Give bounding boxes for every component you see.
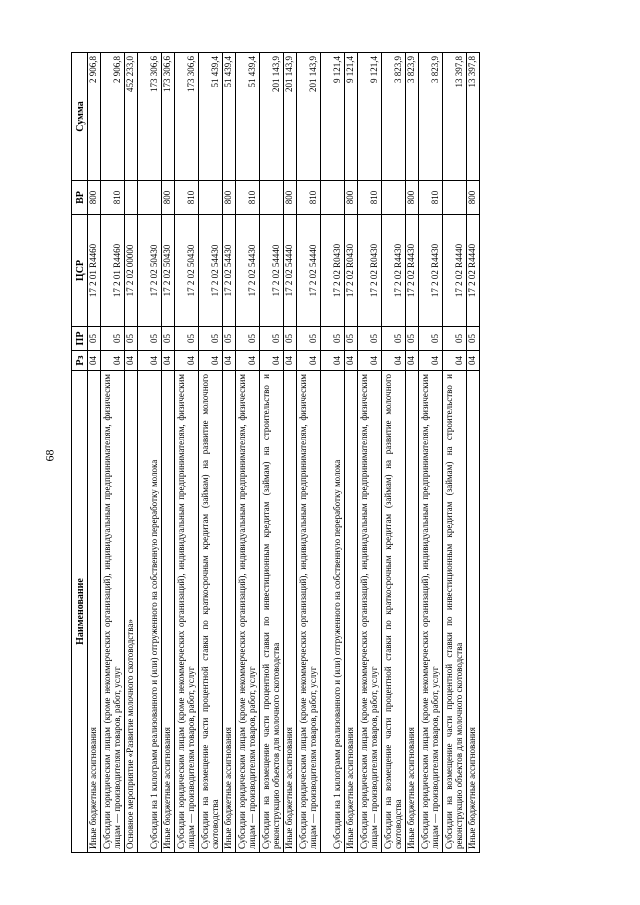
row-rz-cell: 04	[382, 351, 406, 371]
table-row	[297, 53, 321, 853]
row-name-cell: Иные бюджетные ассигнования	[406, 371, 419, 853]
row-pr-cell: 05	[297, 327, 321, 351]
row-sum-cell: 13 397,8	[467, 53, 480, 181]
row-vr-cell: 810	[236, 181, 260, 215]
row-rz-cell: 04	[443, 351, 467, 371]
row-name-cell: Иные бюджетные ассигнования	[284, 371, 297, 853]
table-row	[223, 53, 236, 853]
row-name-cell: Иные бюджетные ассигнования	[223, 371, 236, 853]
row-vr-cell	[138, 181, 162, 215]
row-sum-cell: 51 439,4	[199, 53, 223, 181]
row-vr-cell: 800	[162, 181, 175, 215]
table-row	[175, 53, 199, 853]
row-csr-cell: 17 2 02 R0430	[321, 215, 345, 327]
row-rz-cell: 04	[125, 351, 138, 371]
row-vr-cell	[382, 181, 406, 215]
row-pr-cell: 05	[419, 327, 443, 351]
table-row	[467, 53, 480, 853]
row-vr-cell: 800	[467, 181, 480, 215]
row-vr-cell	[443, 181, 467, 215]
row-pr-cell: 05	[406, 327, 419, 351]
row-csr-cell: 17 2 01 R4460	[88, 215, 101, 327]
row-pr-cell: 05	[101, 327, 125, 351]
row-sum-cell: 173 306,6	[162, 53, 175, 181]
row-rz-cell: 04	[297, 351, 321, 371]
row-rz-cell: 04	[321, 351, 345, 371]
row-csr-cell: 17 2 01 R4460	[101, 215, 125, 327]
row-csr-cell: 17 2 02 54440	[297, 215, 321, 327]
row-vr-cell: 810	[101, 181, 125, 215]
row-csr-cell: 17 2 02 R4430	[406, 215, 419, 327]
table-row	[419, 53, 443, 853]
row-sum-cell: 201 143,9	[284, 53, 297, 181]
rotated-table-wrapper	[71, 53, 570, 853]
row-name-cell: Субсидии юридическим лицам (кроме некоммерческих организаций), индивидуальным предпринимателям, физическим лицам — производителям товаров, работ, услуг	[419, 371, 443, 853]
row-pr-cell: 05	[345, 327, 358, 351]
row-sum-cell: 9 121,4	[321, 53, 345, 181]
table-row	[199, 53, 223, 853]
row-rz-cell: 04	[162, 351, 175, 371]
row-pr-cell: 05	[284, 327, 297, 351]
row-rz-cell: 04	[101, 351, 125, 371]
row-pr-cell: 05	[358, 327, 382, 351]
row-csr-cell: 17 2 02 50430	[175, 215, 199, 327]
row-vr-cell	[321, 181, 345, 215]
row-sum-cell: 2 906,8	[101, 53, 125, 181]
row-sum-cell: 9 121,4	[358, 53, 382, 181]
row-sum-cell: 3 823,9	[419, 53, 443, 181]
table-row	[101, 53, 125, 853]
row-sum-cell: 51 439,4	[223, 53, 236, 181]
table-header-row	[72, 53, 88, 853]
row-csr-cell: 17 2 02 R0430	[358, 215, 382, 327]
table-body	[88, 53, 480, 853]
row-vr-cell	[125, 181, 138, 215]
row-vr-cell	[199, 181, 223, 215]
header-csr: ЦСР	[72, 215, 88, 327]
row-name-cell: Иные бюджетные ассигнования	[162, 371, 175, 853]
row-pr-cell: 05	[199, 327, 223, 351]
table-row	[345, 53, 358, 853]
row-csr-cell: 17 2 02 54440	[284, 215, 297, 327]
row-name-cell: Иные бюджетные ассигнования	[345, 371, 358, 853]
table-row	[138, 53, 162, 853]
row-rz-cell: 04	[467, 351, 480, 371]
table-row	[382, 53, 406, 853]
row-rz-cell: 04	[358, 351, 382, 371]
row-pr-cell: 05	[443, 327, 467, 351]
row-sum-cell: 201 143,9	[260, 53, 284, 181]
row-name-cell: Субсидии юридическим лицам (кроме некоммерческих организаций), индивидуальным предпринимателям, физическим лицам — производителям товаров, работ, услуг	[358, 371, 382, 853]
row-pr-cell: 05	[175, 327, 199, 351]
row-sum-cell: 452 233,0	[125, 53, 138, 181]
row-name-cell: Иные бюджетные ассигнования	[88, 371, 101, 853]
header-name: Наименование	[72, 371, 88, 853]
row-csr-cell: 17 2 02 00000	[125, 215, 138, 327]
row-name-cell: Основное мероприятие «Развитие молочного скотоводства»	[125, 371, 138, 853]
row-name-cell: Субсидии юридическим лицам (кроме некоммерческих организаций), индивидуальным предпринимателям, физическим лицам — производителям товаров, работ, услуг	[297, 371, 321, 853]
header-sum: Сумма	[72, 53, 88, 181]
row-vr-cell	[260, 181, 284, 215]
row-sum-cell: 51 439,4	[236, 53, 260, 181]
row-rz-cell: 04	[88, 351, 101, 371]
row-vr-cell: 810	[419, 181, 443, 215]
table-row	[236, 53, 260, 853]
row-name-cell: Субсидии на возмещение части процентной ставки по краткосрочным кредитам (займам) на развитие молочного скотоводства	[199, 371, 223, 853]
row-vr-cell: 800	[223, 181, 236, 215]
row-csr-cell: 17 2 02 54430	[236, 215, 260, 327]
row-csr-cell: 17 2 02 R0430	[345, 215, 358, 327]
row-pr-cell: 05	[223, 327, 236, 351]
row-csr-cell: 17 2 02 54430	[199, 215, 223, 327]
row-name-cell: Субсидии юридическим лицам (кроме некоммерческих организаций), индивидуальным предпринимателям, физическим лицам — производителям товаров, работ, услуг	[101, 371, 125, 853]
row-name-cell: Иные бюджетные ассигнования	[467, 371, 480, 853]
table-row	[284, 53, 297, 853]
row-rz-cell: 04	[284, 351, 297, 371]
table-row	[358, 53, 382, 853]
header-rz: Рз	[72, 351, 88, 371]
row-rz-cell: 04	[260, 351, 284, 371]
row-sum-cell: 13 397,8	[443, 53, 467, 181]
budget-table	[71, 52, 480, 853]
row-rz-cell: 04	[138, 351, 162, 371]
table-row	[321, 53, 345, 853]
row-vr-cell: 810	[175, 181, 199, 215]
row-pr-cell: 05	[162, 327, 175, 351]
row-name-cell: Субсидии на возмещение части процентной ставки по краткосрочным кредитам (займам) на развитие молочного скотоводства	[382, 371, 406, 853]
table-row	[162, 53, 175, 853]
row-name-cell: Субсидии на возмещение части процентной ставки по инвестиционным кредитам (займам) на строительство и реконструкцию объектов для молочного скотоводства	[260, 371, 284, 853]
row-vr-cell: 800	[345, 181, 358, 215]
row-pr-cell: 05	[321, 327, 345, 351]
row-sum-cell: 3 823,9	[382, 53, 406, 181]
table-row	[125, 53, 138, 853]
row-name-cell: Субсидии на возмещение части процентной ставки по инвестиционным кредитам (займам) на строительство и реконструкцию объектов для молочного скотоводства	[443, 371, 467, 853]
row-csr-cell: 17 2 02 54430	[223, 215, 236, 327]
row-rz-cell: 04	[236, 351, 260, 371]
row-vr-cell: 810	[297, 181, 321, 215]
table-row	[88, 53, 101, 853]
row-rz-cell: 04	[199, 351, 223, 371]
row-csr-cell: 17 2 02 54440	[260, 215, 284, 327]
row-vr-cell: 800	[284, 181, 297, 215]
row-sum-cell: 173 306,6	[175, 53, 199, 181]
header-pr: ПР	[72, 327, 88, 351]
row-pr-cell: 05	[88, 327, 101, 351]
row-sum-cell: 173 306,6	[138, 53, 162, 181]
row-rz-cell: 04	[223, 351, 236, 371]
row-name-cell: Субсидии юридическим лицам (кроме некоммерческих организаций), индивидуальным предпринимателям, физическим лицам — производителям товаров, работ, услуг	[236, 371, 260, 853]
row-rz-cell: 04	[419, 351, 443, 371]
row-pr-cell: 05	[138, 327, 162, 351]
header-vr: ВР	[72, 181, 88, 215]
row-vr-cell: 800	[406, 181, 419, 215]
table-row	[406, 53, 419, 853]
table-row	[260, 53, 284, 853]
row-sum-cell: 2 906,8	[88, 53, 101, 181]
row-csr-cell: 17 2 02 R4430	[419, 215, 443, 327]
row-csr-cell: 17 2 02 R4430	[382, 215, 406, 327]
row-name-cell: Субсидии юридическим лицам (кроме некоммерческих организаций), индивидуальным предпринимателям, физическим лицам — производителям товаров, работ, услуг	[175, 371, 199, 853]
row-sum-cell: 201 143,9	[297, 53, 321, 181]
row-rz-cell: 04	[175, 351, 199, 371]
row-rz-cell: 04	[345, 351, 358, 371]
row-sum-cell: 9 121,4	[345, 53, 358, 181]
row-pr-cell: 05	[125, 327, 138, 351]
row-sum-cell: 3 823,9	[406, 53, 419, 181]
row-name-cell: Субсидии на 1 килограмм реализованного и (или) отгруженного на собственную переработку молока	[138, 371, 162, 853]
row-csr-cell: 17 2 02 50430	[138, 215, 162, 327]
page-number: 68	[42, 449, 57, 462]
row-pr-cell: 05	[382, 327, 406, 351]
row-csr-cell: 17 2 02 R4440	[467, 215, 480, 327]
row-pr-cell: 05	[236, 327, 260, 351]
row-vr-cell: 800	[88, 181, 101, 215]
row-vr-cell: 810	[358, 181, 382, 215]
row-csr-cell: 17 2 02 50430	[162, 215, 175, 327]
row-csr-cell: 17 2 02 R4440	[443, 215, 467, 327]
row-rz-cell: 04	[406, 351, 419, 371]
table-row	[443, 53, 467, 853]
row-pr-cell: 05	[260, 327, 284, 351]
row-pr-cell: 05	[467, 327, 480, 351]
row-name-cell: Субсидии на 1 килограмм реализованного и (или) отгруженного на собственную переработку молока	[321, 371, 345, 853]
